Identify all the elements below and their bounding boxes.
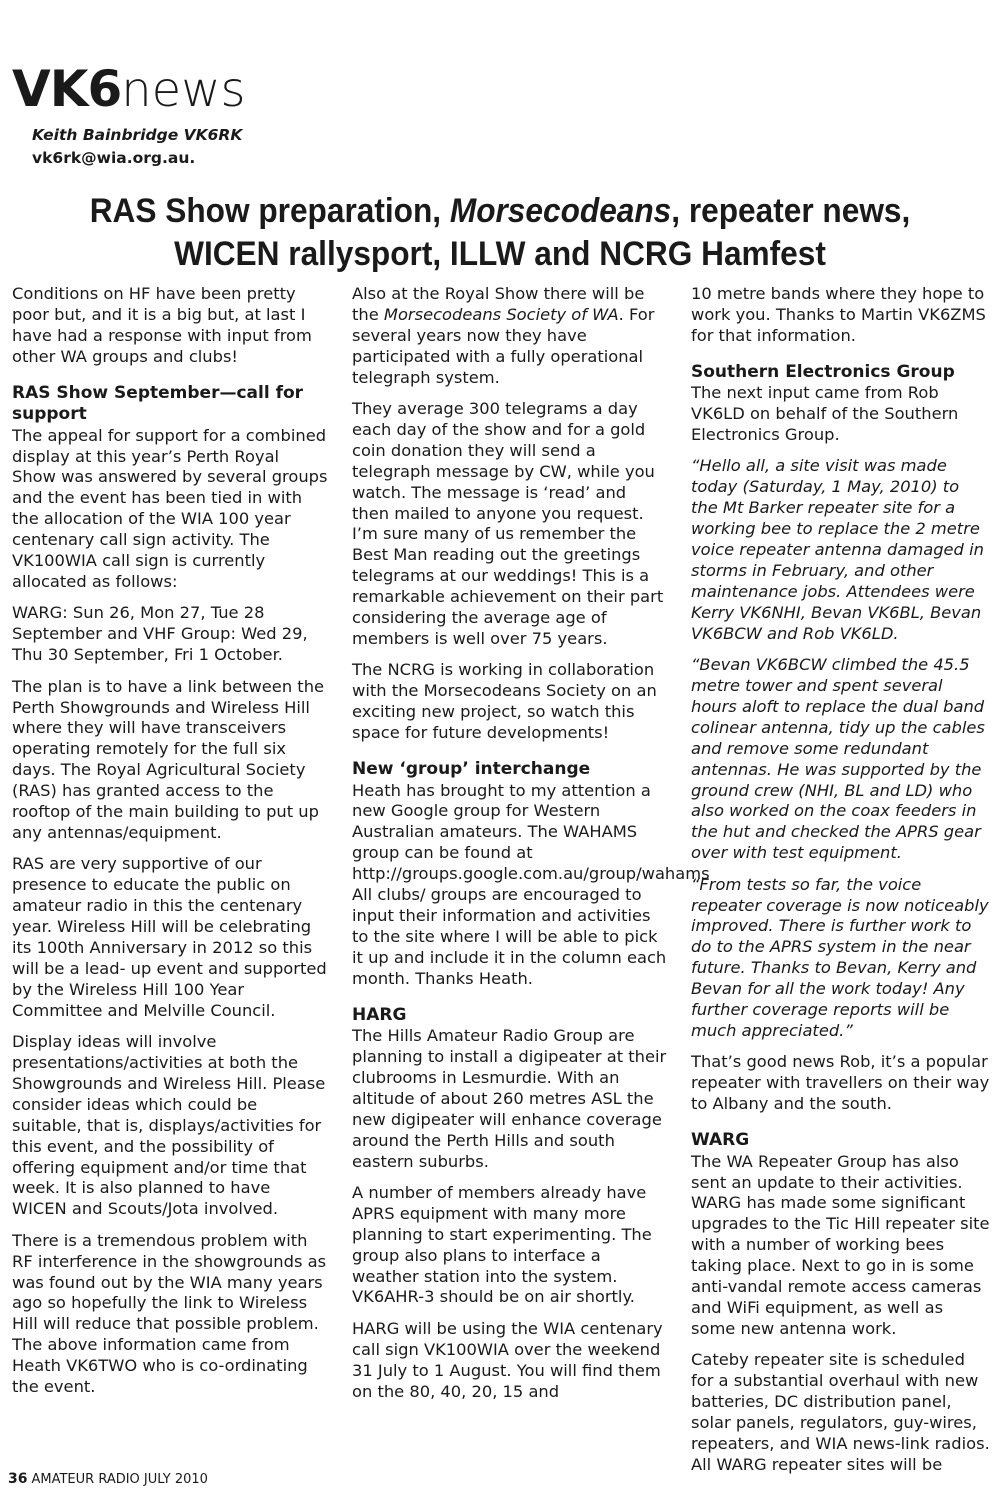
page-footer (8, 1471, 208, 1487)
heading-ras-show: RAS Show September—call for support (12, 382, 304, 425)
paragraph: Display ideas will involve presentations/activities at both the Showgrounds and Wireless Hill. Please consider ideas which could be suitable, that is, displays/activities for this event, and the possibility of offering equipment and/or time that week. It is also planned to have WICEN and Scouts/Jota involved. (12, 1032, 326, 1219)
paragraph: RAS are very supportive of our presence to educate the public on amateur radio in this the centenary year. Wireless Hill will be celebrating its 100th Anniversary in 2012 so this will be a lead- up event and supported by the Wireless Hill 100 Year Committee and Melville Council. (12, 854, 327, 1020)
paragraph: There is a tremendous problem with RF interference in the showgrounds as was found out by the WIA many years ago so hopefully the link to Wireless Hill will reduce that possible problem. The above information came from Heath VK6TWO who is co-ordinating the event. (12, 1230, 327, 1397)
paragraph: The Hills Amateur Radio Group are planning to install a digipeater at their clubrooms in Lesmurdie. With an altitude of about 260 metres ASL the new digipeater will enhance coverage around the Perth Hills and south eastern suburbs. (352, 1026, 667, 1171)
paragraph: Heath has brought to my attention a new Google group for Western Australian amateurs. The WAHAMS group can be found at http://groups.google.com.au/group/wahams All clubs/ groups are encouraged to input their information and activities to the site where I will be able to pick it up and include it in the column each month. Thanks Heath. (352, 780, 710, 988)
masthead-vk6: VK6 (12, 60, 122, 118)
paragraph: They average 300 telegrams a day each day of the show and for a gold coin donation they will send a telegraph message by CW, while you watch. The message is ‘read’ and then mailed to anyone you request. I’m sure many of us remember the Best Man reading out the greetings telegrams at our weddings! This is a remarkable achievement on their part considering the average age of members is well over 75 years. (352, 399, 664, 648)
heading-harg: HARG (352, 1004, 407, 1025)
column-2 (352, 284, 710, 1413)
author-email: vk6rk@wia.org.au. (32, 149, 196, 167)
paragraph: That’s good news Rob, it’s a popular repeater with travellers on their way to Albany and the south. (691, 1052, 990, 1114)
paragraph (352, 284, 668, 389)
page-number: 36 (8, 1471, 28, 1487)
headline-part-b: Morsecodeans (449, 192, 672, 230)
article-headline (35, 190, 965, 276)
heading-southern-electronics: Southern Electronics Group (691, 361, 955, 382)
quote-paragraph: “From tests so far, the voice repeater coverage is now noticeably improved. There is further work to do to the APRS system in the near future. Thanks to Bevan, Kerry and Bevan for all the work today! Any further coverage reports will be much appreciated.” (691, 874, 989, 1040)
author-name: Keith Bainbridge VK6RK (32, 126, 243, 144)
column-1 (12, 284, 328, 1409)
headline-line-2: WICEN rallysport, ILLW and NCRG Hamfest (174, 235, 826, 273)
paragraph: Cateby repeater site is scheduled for a substantial overhaul with new batteries, DC distribution panel, solar panels, regulators, guy-wires, repeaters, and WIA news-link radios. All WARG repeater sites will be (691, 1350, 990, 1474)
heading-warg: WARG (691, 1130, 750, 1151)
paragraph: The next input came from Rob VK6LD on behalf of the Southern Electronics Group. (691, 383, 959, 445)
heading-group-interchange: New ‘group’ interchange (352, 759, 591, 780)
intro-paragraph: Conditions on HF have been pretty poor but, and it is a big but, at last I have had a response with input from other WA groups and clubs! (12, 284, 312, 366)
text-run: Also at the Royal Show there will be the (352, 284, 645, 324)
magazine-issue: AMATEUR RADIO JULY 2010 (31, 1472, 208, 1487)
paragraph: The NCRG is working in collaboration with the Morsecodeans Society on an exciting new project, so watch this space for future developments! (352, 660, 657, 743)
headline-part-c: , repeater news, (671, 192, 911, 230)
headline-line-1 (35, 190, 965, 233)
paragraph: HARG will be using the WIA centenary call sign VK100WIA over the weekend 31 July to 1 August. You will find them on the 80, 40, 20, 15 and (352, 1318, 663, 1401)
masthead (12, 60, 245, 122)
paragraph: The plan is to have a link between the Perth Showgrounds and Wireless Hill where they will have transceivers operating remotely for the full six days. The Royal Agricultural Society (RAS) has granted access to the rooftop of the main building to put up any antennas/equipment. (12, 676, 325, 842)
masthead-news: news (121, 62, 246, 118)
society-name: Morsecodeans Society of WA (383, 304, 619, 324)
headline-part-a: RAS Show preparation, (89, 192, 450, 230)
text-run: . For several years now they have participated with a fully operational telegraph system. (352, 304, 655, 387)
paragraph: 10 metre bands where they hope to work you. Thanks to Martin VK6ZMS for that information. (691, 284, 986, 345)
paragraph: A number of members already have APRS equipment with many more planning to start experimenting. The group also plans to interface a weather station into the system. VK6AHR-3 should be on air shortly. (352, 1182, 652, 1307)
paragraph: The WA Repeater Group has also sent an update to their activities. WARG has made some significant upgrades to the Tic Hill repeater site with a number of working bees taking place. Next to go in is some anti-vandal remote access cameras and WiFi equipment, as well as some new antenna work. (691, 1151, 990, 1338)
paragraph: The appeal for support for a combined display at this year’s Perth Royal Show was answered by several groups and the event has been tied in with the allocation of the WIA 100 year centenary call sign activity. The VK100WIA call sign is currently allocated as follows: (12, 425, 328, 591)
quote-paragraph: “Bevan VK6BCW climbed the 45.5 metre tower and spent several hours aloft to replace the dual band colinear antenna, tidy up the cables and remove some redundant antennas. He was supported by the ground crew (NHI, BL and LD) who also worked on the coax feeders in the hut and checked the APRS gear over with test equipment. (691, 655, 985, 863)
column-3 (691, 284, 991, 1486)
quote-paragraph: “Hello all, a site visit was made today (Saturday, 1 May, 2010) to the Mt Barker repeater site for a working bee to replace the 2 metre voice repeater antenna damaged in storms in February, and other maintenance jobs. Attendees were Kerry VK6NHI, Bevan VK6BL, Bevan VK6BCW and Rob VK6LD. (691, 456, 984, 643)
paragraph: WARG: Sun 26, Mon 27, Tue 28 September and VHF Group: Wed 29, Thu 30 September, Fri 1 October. (12, 603, 308, 665)
